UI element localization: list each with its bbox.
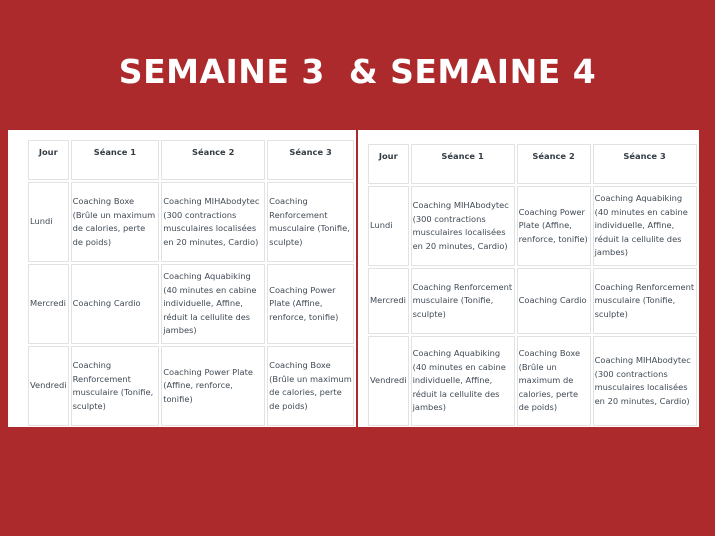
seance-cell: Coaching Renforcement musculaire (Tonifie, sculpte) (267, 182, 354, 262)
seance-cell: Coaching Power Plate (Affine, renforce, tonifie) (267, 264, 354, 344)
week3-schedule-table (26, 138, 356, 428)
seance-cell: Coaching Boxe (Brûle un maximum de calories, perte de poids) (71, 182, 160, 262)
day-cell: Vendredi (28, 346, 69, 426)
seance-cell: Coaching MIHAbodytec (300 contractions musculaires localisées en 20 minutes, Cardio) (411, 186, 515, 266)
header-jour: Jour (368, 144, 409, 184)
header-seance-2: Séance 2 (161, 140, 265, 180)
seance-cell: Coaching Renforcement musculaire (Tonifie, sculpte) (411, 268, 515, 334)
table-row (368, 186, 697, 266)
seance-cell: Coaching Boxe (Brûle un maximum de calories, perte de poids) (517, 336, 591, 426)
table-header-row (368, 144, 697, 184)
day-cell: Lundi (28, 182, 69, 262)
table-row (28, 346, 354, 426)
header-seance-2: Séance 2 (517, 144, 591, 184)
table-row (368, 336, 697, 426)
header-seance-1: Séance 1 (71, 140, 160, 180)
table-row (28, 264, 354, 344)
seance-cell: Coaching Aquabiking (40 minutes en cabine individuelle, Affine, réduit la cellulite des jambes) (161, 264, 265, 344)
seance-cell: Coaching Power Plate (Affine, renforce, tonifie) (517, 186, 591, 266)
table-row (28, 182, 354, 262)
seance-cell: Coaching MIHAbodytec (300 contractions musculaires localisées en 20 minutes, Cardio) (161, 182, 265, 262)
seance-cell: Coaching MIHAbodytec (300 contractions musculaires localisées en 20 minutes, Cardio) (593, 336, 697, 426)
table-header-row (28, 140, 354, 180)
seance-cell: Coaching Aquabiking (40 minutes en cabine individuelle, Affine, réduit la cellulite des jambes) (593, 186, 697, 266)
header-seance-3: Séance 3 (593, 144, 697, 184)
seance-cell: Coaching Aquabiking (40 minutes en cabine individuelle, Affine, réduit la cellulite des jambes) (411, 336, 515, 426)
week4-panel (358, 130, 699, 427)
header-jour: Jour (28, 140, 69, 180)
header-seance-1: Séance 1 (411, 144, 515, 184)
week4-schedule-table (366, 142, 699, 428)
seance-cell: Coaching Boxe (Brûle un maximum de calories, perte de poids) (267, 346, 354, 426)
day-cell: Mercredi (368, 268, 409, 334)
day-cell: Lundi (368, 186, 409, 266)
day-cell: Vendredi (368, 336, 409, 426)
seance-cell: Coaching Renforcement musculaire (Tonifie, sculpte) (71, 346, 160, 426)
seance-cell: Coaching Renforcement musculaire (Tonifie, sculpte) (593, 268, 697, 334)
header-seance-3: Séance 3 (267, 140, 354, 180)
seance-cell: Coaching Cardio (71, 264, 160, 344)
week3-panel (8, 130, 356, 427)
day-cell: Mercredi (28, 264, 69, 344)
seance-cell: Coaching Power Plate (Affine, renforce, tonifie) (161, 346, 265, 426)
seance-cell: Coaching Cardio (517, 268, 591, 334)
page-title: SEMAINE 3 & SEMAINE 4 (118, 52, 597, 91)
table-row (368, 268, 697, 334)
